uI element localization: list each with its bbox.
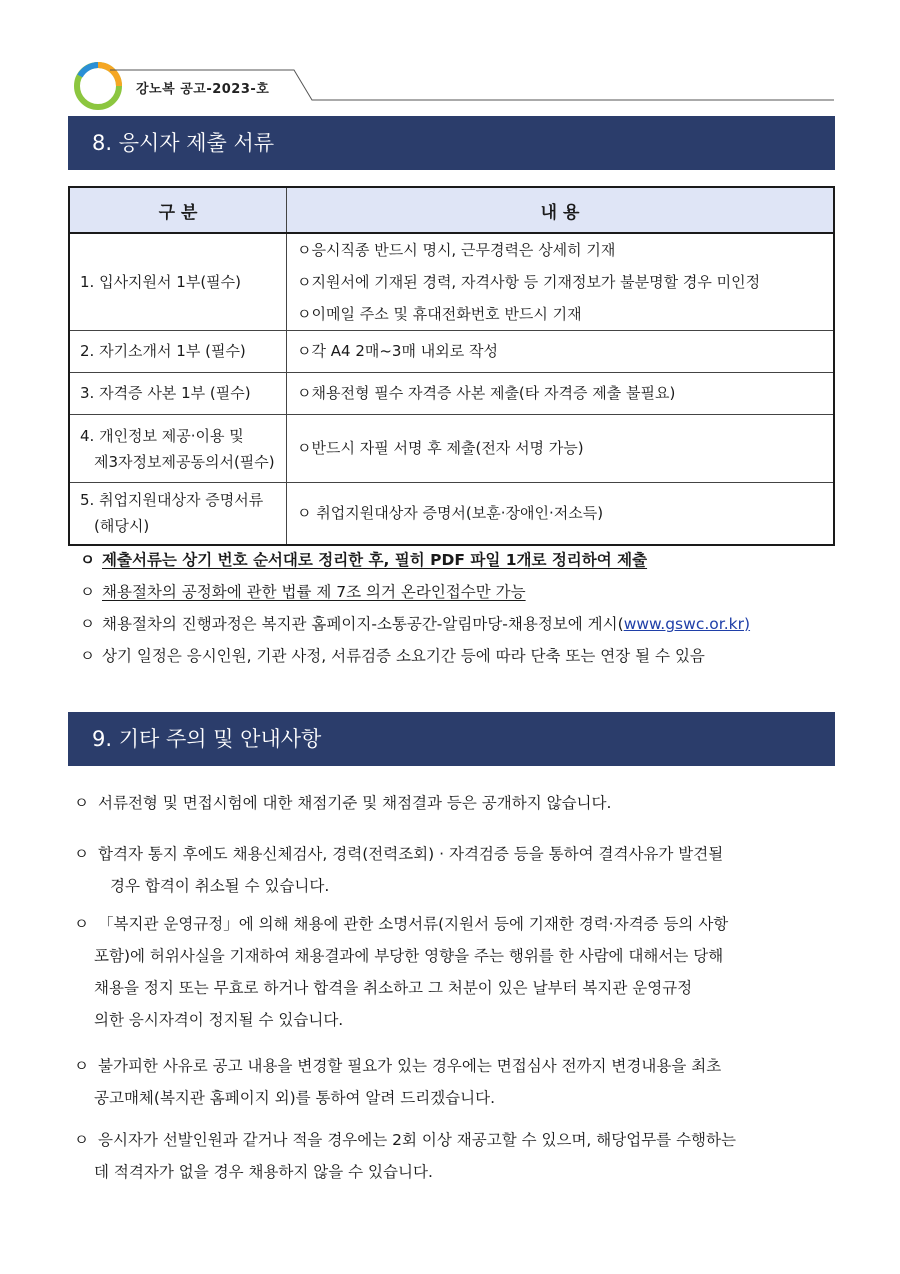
note-item: [80, 612, 750, 634]
table-row: [69, 483, 834, 545]
bullet-icon: ㅇ: [74, 845, 89, 863]
note-text-close: ): [743, 615, 751, 633]
section-9-title: 9. 기타 주의 및 안내사항: [68, 712, 835, 766]
table-row: [69, 415, 834, 483]
row-label-text: 4. 개인정보 제공·이용 및: [80, 426, 244, 445]
bullet-icon: ㅇ: [80, 583, 95, 601]
row-content-line: ㅇ이메일 주소 및 휴대전화번호 반드시 기재: [297, 305, 582, 323]
row-content-line: ㅇ채용전형 필수 자격증 사본 제출(타 자격증 제출 불필요): [297, 384, 676, 402]
notice-item: [74, 838, 844, 902]
bullet-icon: ㅇ: [80, 551, 95, 569]
notice-text: 응시자가 선발인원과 같거나 적을 경우에는 2회 이상 재공고할 수 있으며, 해당업무를 수행하는: [98, 1131, 736, 1149]
note-item: [80, 580, 526, 602]
table-header-category: [69, 187, 287, 233]
row-label: [69, 331, 287, 373]
row-content: [287, 415, 835, 483]
row-content: [287, 331, 835, 373]
bullet-icon: ㅇ: [74, 1057, 89, 1075]
header-label-content: 내 용: [540, 202, 580, 223]
table-row: [69, 233, 834, 331]
row-content-line: ㅇ지원서에 기재된 경력, 자격사항 등 기재정보가 불분명할 경우 미인정: [297, 273, 761, 291]
notice-item: [74, 787, 844, 819]
notice-text: 경우 합격이 취소될 수 있습니다.: [110, 877, 330, 895]
notice-text: 데 적격자가 없을 경우 채용하지 않을 수 있습니다.: [94, 1163, 433, 1181]
row-label-text: 5. 취업지원대상자 증명서류: [80, 491, 264, 510]
notice-text: 공고매체(복지관 홈페이지 외)를 통하여 알려 드리겠습니다.: [94, 1089, 496, 1107]
bullet-icon: ㅇ: [74, 1131, 89, 1149]
row-content-line: ㅇ각 A4 2매~3매 내외로 작성: [297, 342, 498, 360]
bullet-icon: ㅇ: [74, 794, 89, 812]
document-header: [74, 62, 834, 110]
notice-item: [74, 1050, 844, 1114]
row-label: [69, 415, 287, 483]
header-label-category: 구 분: [158, 202, 198, 223]
row-content: [287, 373, 835, 415]
note-text: 채용절차의 공정화에 관한 법률 제 7조 의거 온라인접수만 가능: [102, 583, 526, 601]
notice-text: 합격자 통지 후에도 채용신체검사, 경력(전력조회) · 자격검증 등을 통하여 결격사유가 발견될: [98, 845, 724, 863]
note-text: 채용절차의 진행과정은 복지관 홈페이지-소통공간-알림마당-채용정보에 게시(: [102, 615, 624, 633]
row-content: [287, 483, 835, 545]
row-label-text: 제3자정보제공동의서(필수): [94, 452, 275, 471]
notice-item: [74, 1124, 844, 1188]
row-label-text: 3. 자격증 사본 1부 (필수): [80, 384, 251, 402]
row-content: [287, 233, 835, 331]
notice-item: [74, 908, 844, 1036]
document-number: 강노복 공고-2023-호: [136, 82, 270, 97]
row-content-line: ㅇ응시직종 반드시 명시, 근무경력은 상세히 기재: [297, 241, 616, 259]
table-row: [69, 331, 834, 373]
row-label: [69, 483, 287, 545]
table-row: [69, 373, 834, 415]
submission-documents-table: [68, 186, 835, 546]
note-item: [80, 548, 647, 570]
table-header-content: [287, 187, 835, 233]
notice-text: 불가피한 사유로 공고 내용을 변경할 필요가 있는 경우에는 면접심사 전까지 변경내용을 최초: [98, 1057, 722, 1075]
homepage-link[interactable]: www.gswc.or.kr: [623, 615, 744, 633]
row-content-line: ㅇ반드시 자필 서명 후 제출(전자 서명 가능): [297, 439, 584, 457]
notice-text: 서류전형 및 면접시험에 대한 채점기준 및 채점결과 등은 공개하지 않습니다.: [98, 794, 612, 812]
bullet-icon: ㅇ: [74, 915, 89, 933]
notice-text: 포함)에 허위사실을 기재하여 채용결과에 부당한 영향을 주는 행위를 한 사람에 대해서는 당해: [94, 947, 724, 965]
bullet-icon: ㅇ: [80, 647, 95, 665]
section-8-title: 8. 응시자 제출 서류: [68, 116, 835, 170]
row-label: [69, 373, 287, 415]
row-label: [69, 233, 287, 331]
notice-text: 채용을 정지 또는 무효로 하거나 합격을 취소하고 그 처분이 있은 날부터 복지관 운영규정: [94, 979, 693, 997]
table-header-row: [69, 187, 834, 233]
row-label-text: (해당시): [94, 517, 150, 536]
row-content-line: ㅇ 취업지원대상자 증명서(보훈·장애인·저소득): [297, 503, 604, 522]
row-label-text: 2. 자기소개서 1부 (필수): [80, 342, 246, 360]
notice-text: 의한 응시자격이 정지될 수 있습니다.: [94, 1011, 344, 1029]
note-text: 상기 일정은 응시인원, 기관 사정, 서류검증 소요기간 등에 따라 단축 또는 연장 될 수 있음: [102, 647, 705, 665]
bullet-icon: ㅇ: [80, 615, 95, 633]
note-item: [80, 644, 705, 666]
row-label-text: 1. 입사지원서 1부(필수): [80, 272, 242, 291]
notice-text: 「복지관 운영규정」에 의해 채용에 관한 소명서류(지원서 등에 기재한 경력·자격증 등의 사항: [98, 915, 729, 933]
note-text: 제출서류는 상기 번호 순서대로 정리한 후, 필히 PDF 파일 1개로 정리하여 제출: [102, 551, 648, 569]
